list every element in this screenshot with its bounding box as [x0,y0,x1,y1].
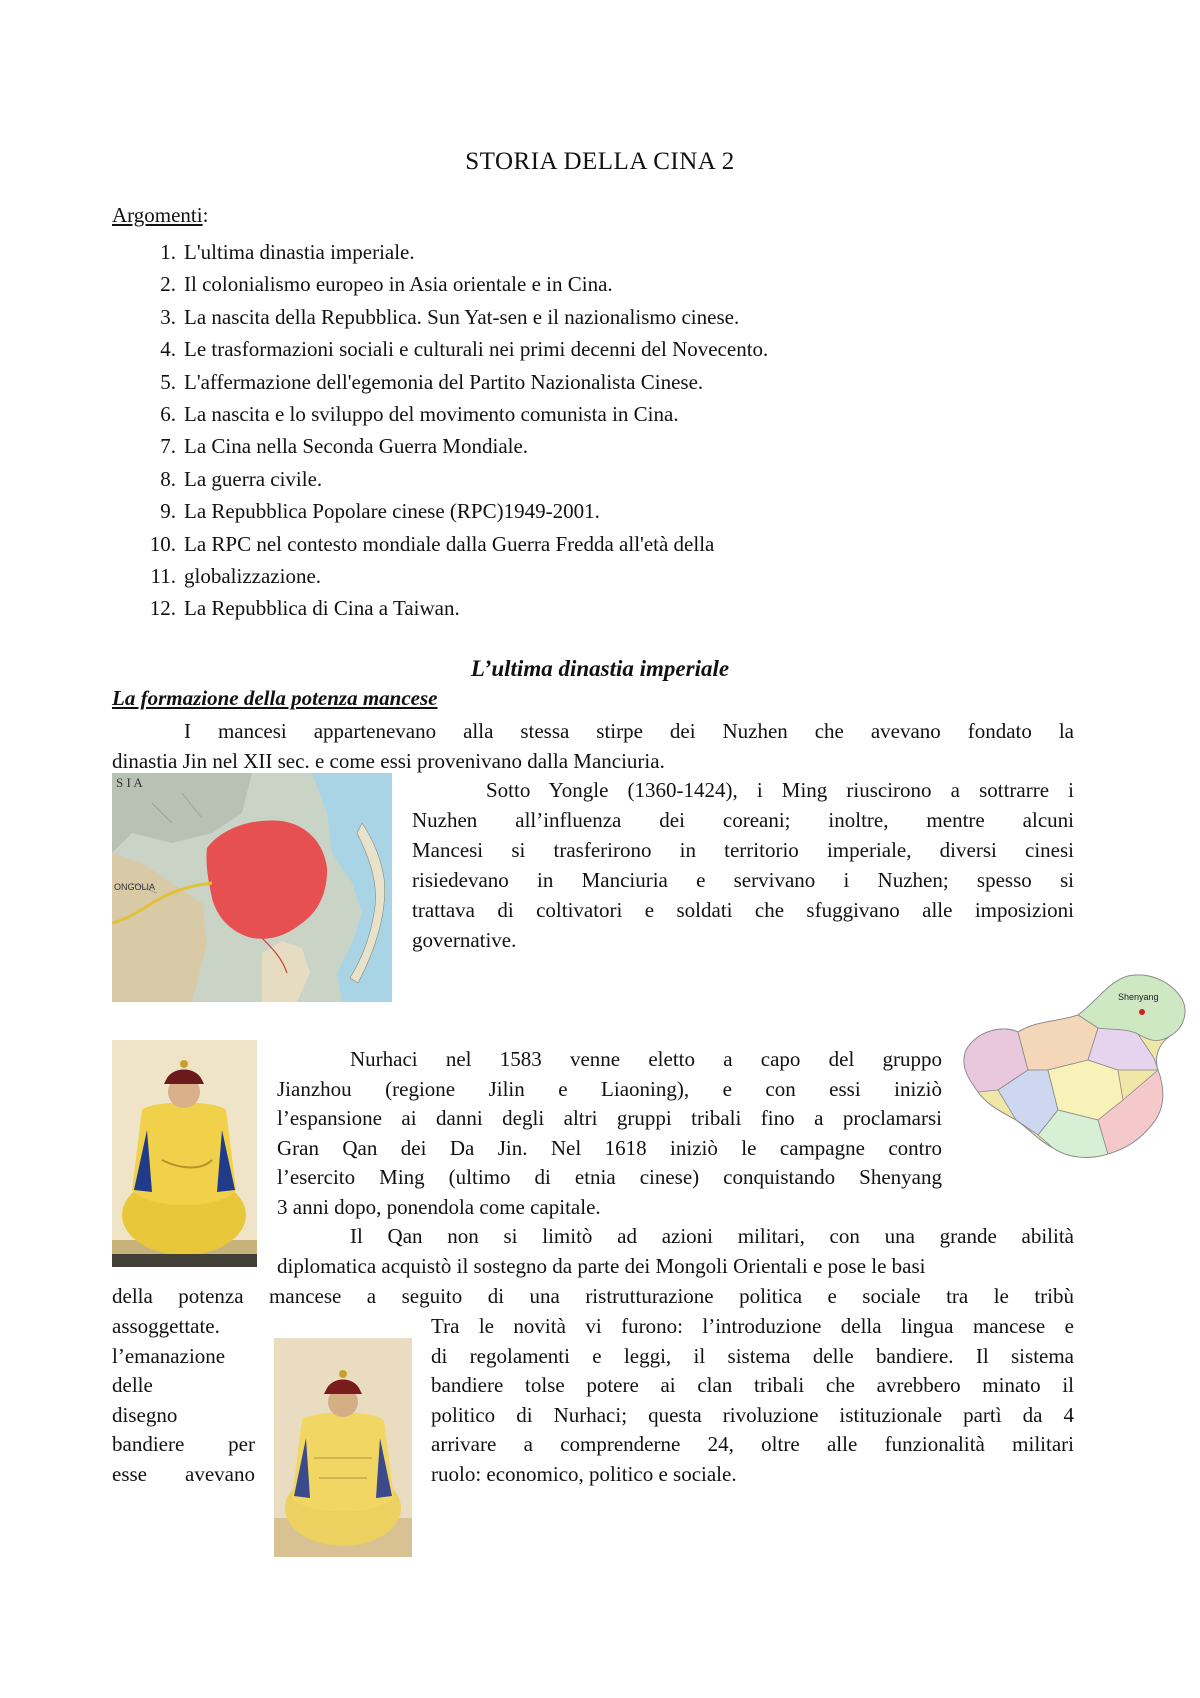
topic-text: La nascita della Repubblica. Sun Yat-sen e il nazionalismo cinese. [184,304,740,329]
topic-text: L'affermazione dell'egemonia del Partito Nazionalista Cinese. [184,369,704,394]
paragraph-line: Nurhaci nel 1583 venne eletto a capo del gruppo [350,1047,942,1071]
paragraph-line: bandiere per [112,1432,255,1457]
map-label-mongolia: ONGOLIA [114,882,156,892]
china-provinces-map-image [958,970,1194,1170]
paragraph-line: Gran Qan dei Da Jin. Nel 1618 iniziò le campagne contro [277,1135,942,1160]
paragraph-line: politico di Nurhaci; questa rivoluzione istituzionale partì da 4 [431,1402,1074,1427]
paragraph-line: governative. [412,928,517,952]
topic-number: 1. [160,240,176,264]
topic-number: 7. [160,434,176,459]
paragraph-line: Tra le novità vi furono: l’introduzione della lingua mancese e [431,1314,1074,1338]
topic-number: 11. [150,563,176,588]
subsection-title: La formazione della potenza mancese [112,686,438,710]
topic-text: La Cina nella Seconda Guerra Mondiale. [184,434,529,459]
emperor-portrait-image [274,1338,412,1557]
topic-number: 12. [149,596,176,621]
paragraph-line: esse avevano [112,1462,255,1486]
section-title: L’ultima dinastia imperiale [470,656,730,681]
paragraph-line: Il Qan non si limitò ad azioni militari, con una grande abilità [350,1224,1074,1248]
topic-number: 8. [160,466,176,491]
paragraph-line: trattava di coltivatori e soldati che sfuggivano alle imposizioni [412,898,1074,922]
paragraph-line: Jianzhou (regione Jilin e Liaoning), e con essi iniziò [277,1076,942,1101]
topic-item [140,333,768,365]
paragraph-line: risiedevano in Manciuria e servivano i Nuzhen; spesso si [412,868,1074,892]
paragraph-line: I mancesi appartenevano alla stessa stirpe dei Nuzhen che avevano fondato la [184,719,1074,743]
topic-item [140,430,768,462]
topic-text: La Repubblica Popolare cinese (RPC)1949-2001. [184,499,600,524]
paragraph-line: l’emanazione [112,1343,226,1368]
paragraph-line: Nuzhen all’influenza dei coreani; inoltre, mentre alcuni [412,808,1074,832]
paragraph-line: assoggettate. [112,1314,220,1338]
paragraph-line: 3 anni dopo, ponendola come capitale. [277,1195,601,1219]
topic-number: 2. [160,272,176,297]
topic-item [140,560,768,592]
paragraph-line: arrivare a comprenderne 24, oltre alle funzionalità militari [431,1432,1074,1457]
paragraph-line: Sotto Yongle (1360-1424), i Ming riuscirono a sottrarre i [486,778,1074,802]
topic-number: 9. [160,499,176,524]
topic-item [140,463,768,495]
nurhaci-portrait-image [112,1040,257,1267]
paragraph-line: ruolo: economico, politico e sociale. [431,1462,737,1486]
topic-text: globalizzazione. [184,563,322,588]
topics-heading [112,203,208,228]
topic-text: La Repubblica di Cina a Taiwan. [184,596,460,621]
page-title: STORIA DELLA CINA 2 [465,148,735,175]
topic-number: 3. [160,304,176,329]
map-label-shenyang: Shenyang [1118,992,1159,1002]
topic-number: 6. [160,401,176,426]
paragraph-line: Mancesi si trasferirono in territorio imperiale, diversi cinesi [412,838,1074,862]
topic-item [140,268,768,300]
topic-item [140,301,768,333]
topic-item [140,495,768,527]
map-label-asia: S I A [116,775,143,790]
topic-text: La RPC nel contesto mondiale dalla Guerra Fredda all'età della [184,531,715,556]
topic-text: La nascita e lo sviluppo del movimento comunista in Cina. [184,401,679,426]
paragraph-line: delle [112,1373,153,1398]
topic-number: 5. [160,369,176,394]
topics-label: Argomenti [112,203,203,227]
paragraph-line: di regolamenti e leggi, il sistema delle bandiere. Il sistema [431,1343,1074,1368]
topic-text: Il colonialismo europeo in Asia orientale e in Cina. [184,272,613,297]
paragraph-line: l’espansione ai danni degli altri gruppi tribali fino a proclamarsi [277,1106,942,1131]
topic-item [140,366,768,398]
topic-item [140,528,768,560]
topic-item [140,236,768,268]
topic-text: La guerra civile. [184,466,323,491]
paragraph-line: diplomatica acquistò il sostegno da parte dei Mongoli Orientali e pose le basi [277,1254,926,1278]
topic-item [140,592,768,624]
paragraph-line: l’esercito Ming (ultimo di etnia cinese) conquistando Shenyang [277,1165,942,1190]
paragraph-line: bandiere tolse potere ai clan tribali che avrebbero minato il [431,1373,1074,1398]
topics-list [140,236,768,625]
topic-number: 10. [149,531,176,556]
topic-item [140,398,768,430]
topic-text: L'ultima dinastia imperiale. [184,240,415,264]
topic-number: 4. [160,337,176,362]
paragraph-line: disegno [112,1402,178,1427]
topics-colon: : [202,203,209,227]
paragraph-line: della potenza mancese a seguito di una ristrutturazione politica e sociale tra le tribù [112,1284,1074,1308]
paragraph-line: dinastia Jin nel XII sec. e come essi provenivano dalla Manciuria. [112,749,665,773]
manchuria-map-image [112,773,392,1002]
topic-text: Le trasformazioni sociali e culturali nei primi decenni del Novecento. [184,337,769,362]
